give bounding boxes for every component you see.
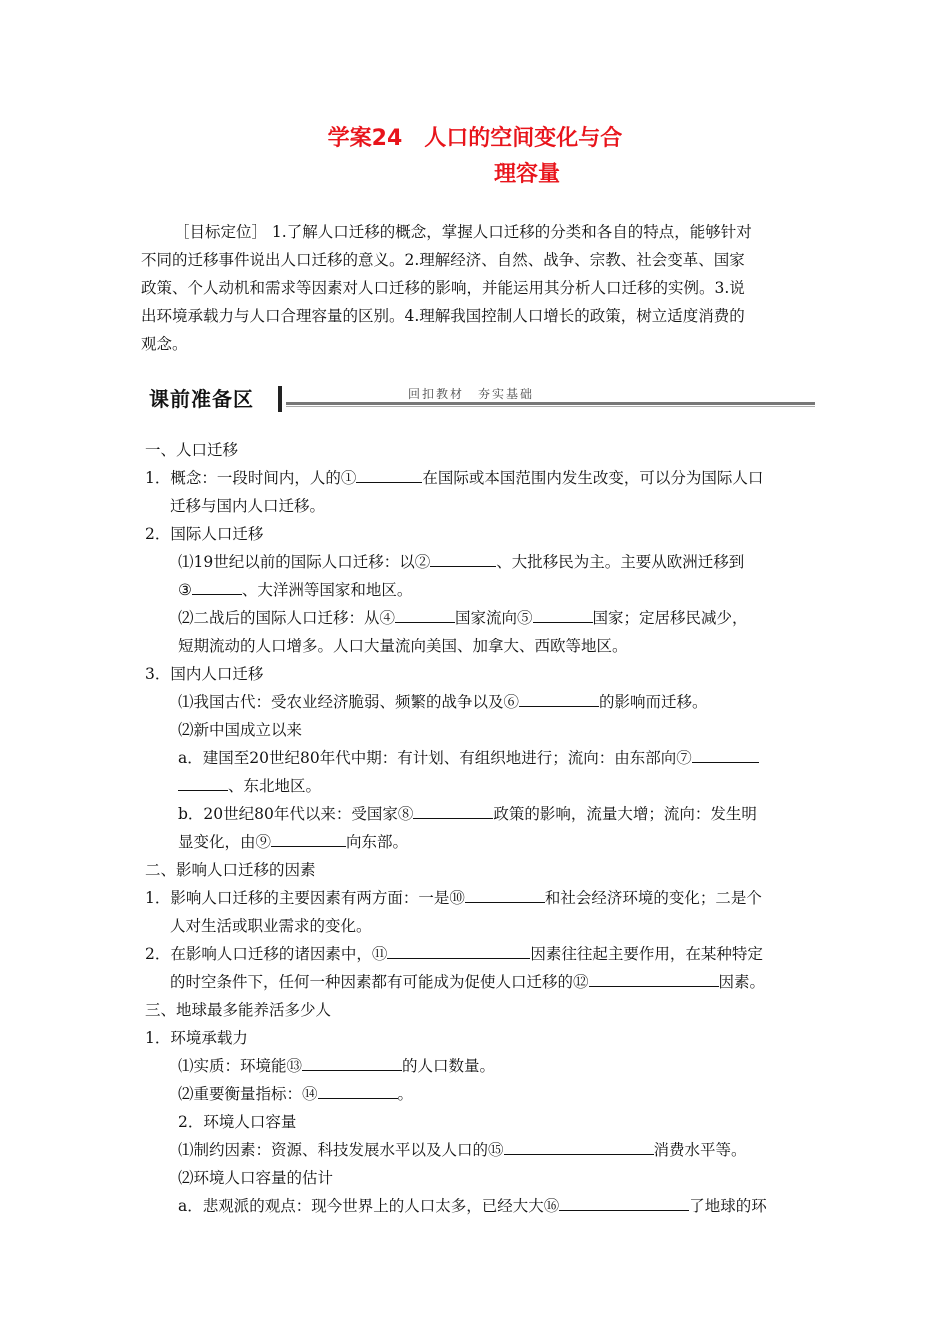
section-rule-thin — [286, 406, 815, 407]
section-subtitle: 回扣教材 夯实基础 — [400, 385, 542, 402]
heading-1: 一、人口迁移 — [145, 441, 239, 459]
blank-2 — [430, 552, 496, 567]
intro-line: ［目标定位］ 1.了解人口迁移的概念，掌握人口迁移的分类和各自的特点，能够针对 — [174, 223, 752, 241]
section-header — [145, 382, 815, 416]
blank-13 — [302, 1056, 402, 1071]
blank-5 — [533, 608, 593, 623]
section-marker — [278, 386, 282, 412]
page-title — [0, 121, 950, 152]
text-line: ⑴19世纪以前的国际人口迁移：以② 、大批移民为主。主要从欧洲迁移到 — [178, 553, 745, 571]
text-line: 1．影响人口迁移的主要因素有两方面：一是⑩ 和社会经济环境的变化；二是个 — [145, 889, 762, 907]
text-line: 迁移与国内人口迁移。 — [170, 497, 326, 515]
text-line: 2．在影响人口迁移的诸因素中，⑪ 因素往往起主要作用，在某种特定 — [145, 945, 763, 963]
blank-7 — [692, 748, 759, 763]
blank-7b — [178, 776, 228, 791]
section-title: 课前准备区 — [149, 387, 254, 411]
intro-line: 政策、个人动机和需求等因素对人口迁移的影响，并能运用其分析人口迁移的实例。3.说 — [141, 279, 745, 297]
heading-4: 二、影响人口迁移的因素 — [145, 861, 316, 879]
title-number: 学案24 — [327, 126, 403, 151]
heading-5: 三、地球最多能养活多少人 — [145, 1001, 332, 1019]
text-line: a．建国至20世纪80年代中期：有计划、有组织地进行；流向：由东部向⑦ — [178, 744, 759, 772]
text-line: ⑴我国古代：受农业经济脆弱、频繁的战争以及⑥ 的影响而迁移。 — [178, 693, 708, 711]
intro-line: 观念。 — [141, 335, 188, 353]
text-line: ⑵重要衡量指标：⑭ 。 — [178, 1085, 414, 1103]
text-line: 的时空条件下，任何一种因素都有可能成为促使人口迁移的⑫ 因素。 — [170, 973, 766, 991]
blank-14 — [318, 1084, 398, 1099]
blank-8 — [413, 804, 493, 819]
blank-6 — [519, 692, 599, 707]
blank-10 — [465, 888, 545, 903]
section-rule — [286, 402, 815, 405]
intro-line: 不同的迁移事件说出人口迁移的意义。2.理解经济、自然、战争、宗教、社会变革、国家 — [141, 251, 745, 269]
title-text: 人口的空间变化与合 — [424, 126, 623, 151]
text-line: ⑵新中国成立以来 — [178, 721, 303, 739]
text-line: ⑴实质：环境能⑬ 的人口数量。 — [178, 1057, 496, 1075]
text-line: ③ 、大洋洲等国家和地区。 — [178, 581, 413, 599]
text-line: ⑵二战后的国际人口迁移：从④ 国家流向⑤ 国家；定居移民减少， — [178, 609, 748, 627]
heading-2: 2．国际人口迁移 — [145, 525, 264, 543]
text-line: b．20世纪80年代以来：受国家⑧ 政策的影响，流量大增；流向：发生明 — [178, 805, 757, 823]
text-line: 显变化，由⑨ 向东部。 — [178, 833, 409, 851]
page-title-line2: 理容量 — [493, 162, 560, 187]
intro-paragraph — [141, 218, 814, 358]
blank-3 — [192, 580, 242, 595]
intro-line: 出环境承载力与人口合理容量的区别。4.理解我国控制人口增长的政策，树立适度消费的 — [141, 307, 745, 325]
text-line: 、东北地区。 — [178, 772, 321, 800]
text-line: ⑵环境人口容量的估计 — [178, 1169, 334, 1187]
text-line: 人对生活或职业需求的变化。 — [170, 917, 372, 935]
blank-16 — [559, 1196, 689, 1211]
text-line: ⑴制约因素：资源、科技发展水平以及人口的⑮ 消费水平等。 — [178, 1141, 747, 1159]
blank-15 — [504, 1140, 654, 1155]
blank-11 — [387, 944, 530, 959]
text-line: 1．环境承载力 — [145, 1029, 248, 1047]
heading-3: 3．国内人口迁移 — [145, 665, 264, 683]
blank-9 — [271, 832, 346, 847]
blank-4 — [395, 608, 455, 623]
text-line: 2．环境人口容量 — [178, 1113, 297, 1131]
text-line: 1．概念：一段时间内，人的① 在国际或本国范围内发生改变，可以分为国际人口 — [145, 469, 764, 487]
blank-1 — [356, 468, 422, 483]
text-line: 短期流动的人口增多。人口大量流向美国、加拿大、西欧等地区。 — [178, 637, 628, 655]
blank-12 — [589, 972, 719, 987]
text-line: a．悲观派的观点：现今世界上的人口太多，已经大大⑯ 了地球的环 — [178, 1197, 767, 1215]
